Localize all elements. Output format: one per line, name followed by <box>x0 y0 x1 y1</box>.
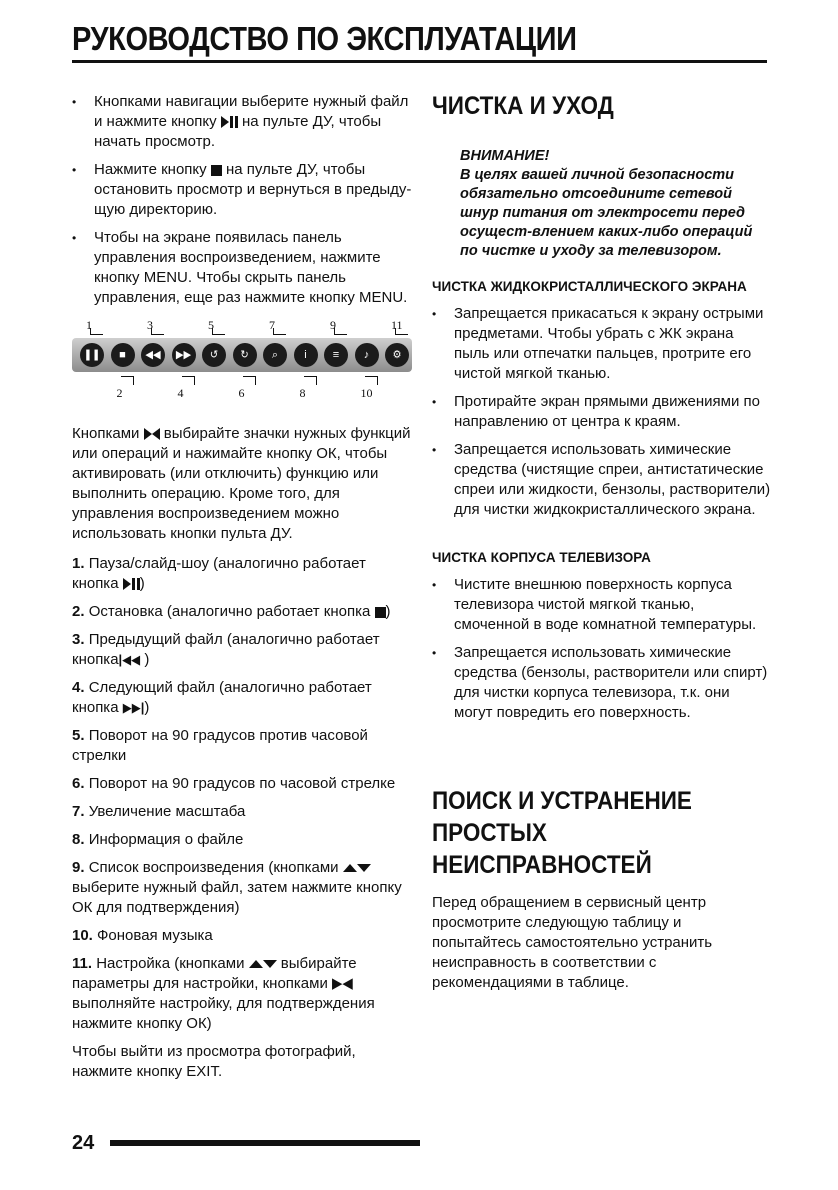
panel-callout-line <box>212 328 225 335</box>
play-pause-icon <box>123 575 140 592</box>
panel-callout-number: 5 <box>208 318 214 332</box>
list-item: • Протирайте экран прямыми движениями по направлению от центра к краям. <box>432 392 772 432</box>
control-panel-diagram <box>72 318 412 408</box>
zoom-icon: ⌕ <box>263 343 287 367</box>
function-list <box>72 554 412 1034</box>
list-item: 8. Информация о файле <box>72 831 244 848</box>
list-item: • Запрещается прикасаться к экрану острыми предметами. Чтобы убрать с ЖК экрана пыль или отпечатки пальцев, протрите его чистой мягкой тканью. <box>432 304 772 384</box>
case-cleaning-heading: ЧИСТКА КОРПУСА ТЕЛЕВИЗОРА <box>432 550 651 565</box>
stop-icon: ■ <box>111 343 135 367</box>
troubleshooting-text: Перед обращением в сервисный центр просмотрите следующую таблицу и попытайтесь самостоятельно устранить неисправность в соответствии с рекомендациями в таблице. <box>432 894 713 991</box>
panel-callout-number: 7 <box>269 318 275 332</box>
list-item: • Кнопками навигации выберите нужный файл и нажмите кнопку на пульте ДУ, чтобы начать просмотр. <box>72 92 412 152</box>
panel-callout-number: 2 <box>116 386 123 400</box>
warning-label: ВНИМАНИЕ! <box>460 148 550 164</box>
panel-callout-line <box>151 328 164 335</box>
care-heading: ЧИСТКА И УХОД <box>432 92 614 120</box>
right-left-arrows-icon <box>144 425 160 442</box>
warning-text: В целях вашей личной безопасности обязательно отсоедините сетевой шнур питания от электросети перед осущест-влением каких-либо операций по чистке и уходу за телевизором. <box>460 167 753 259</box>
previous-icon: ◀◀ <box>141 343 165 367</box>
list-item: 9. Список воспроизведения (кнопками выберите нужный файл, затем нажмите кнопку ОК для подтверждения) <box>72 859 402 916</box>
info-icon: i <box>294 343 318 367</box>
list-item: • Чтобы на экране появилась панель управления воспроизведением, нажмите кнопку MENU. Чтобы скрыть панель управления, еще раз нажмите кнопку MENU. <box>72 228 412 308</box>
troubleshooting-heading: ПОИСК И УСТРАНЕНИЕ ПРОСТЫХ НЕИСПРАВНОСТЕЙ <box>432 787 692 879</box>
panel-callout-line <box>334 328 347 335</box>
lcd-bullets <box>432 304 772 520</box>
panel-callout-line <box>243 376 256 385</box>
panel-callout-line <box>304 376 317 385</box>
list-item: • Нажмите кнопку на пульте ДУ, чтобы остановить просмотр и вернуться в предыду-щую директорию. <box>72 160 412 220</box>
list-item: 4. Следующий файл (аналогично работает кнопка ▶▶|) <box>72 679 372 716</box>
pause-icon: ❚❚ <box>80 343 104 367</box>
next-icon: ▶▶ <box>172 343 196 367</box>
panel-callout-line <box>365 376 378 385</box>
panel-callout-number: 9 <box>330 318 336 332</box>
rotate-left-icon: ↺ <box>202 343 226 367</box>
playlist-icon: ≡ <box>324 343 348 367</box>
panel-callout-line <box>121 376 134 385</box>
panel-callout-line <box>395 328 408 335</box>
page-title: РУКОВОДСТВО ПО ЭКСПЛУАТАЦИИ <box>72 20 577 57</box>
list-item: 2. Остановка (аналогично работает кнопка ) <box>72 603 391 620</box>
next-icon: ▶▶| <box>122 700 145 715</box>
panel-callout-number: 3 <box>147 318 153 332</box>
panel-callout-number: 4 <box>177 386 184 400</box>
list-item: • Запрещается использовать химические средства (чистящие спреи, антистатические спреи или жидкости, бензолы, растворители) для чистки жидкокристаллического экрана. <box>432 440 772 520</box>
settings-icon: ⚙ <box>385 343 409 367</box>
list-item: 3. Предыдущий файл (аналогично работает кнопка|◀◀ ) <box>72 631 380 668</box>
warning-block <box>460 147 772 261</box>
exit-paragraph: Чтобы выйти из просмотра фотографий, нажмите кнопку EXIT. <box>72 1043 356 1080</box>
previous-icon: |◀◀ <box>118 652 141 667</box>
list-item: • Чистите внешнюю поверхность корпуса телевизора чистой мягкой тканью, смоченной в воде комнатной температуры. <box>432 575 772 635</box>
play-pause-icon <box>221 113 238 130</box>
list-item: • Запрещается использовать химические средства (бензолы, растворители или спирт) для чистки корпуса телевизора, т.к. они могут повредить его поверхность. <box>432 643 772 723</box>
panel-callout-number: 10 <box>360 386 373 400</box>
list-item: 10. Фоновая музыка <box>72 927 213 944</box>
list-item: 11. Настройка (кнопками выбирайте параметры для настройки, кнопками ▶◀ выполняйте настройку, для подтверждения нажмите кнопку ОК) <box>72 955 375 1032</box>
page-header <box>72 20 767 63</box>
left-column <box>72 92 412 1082</box>
list-item: 5. Поворот на 90 градусов против часовой стрелки <box>72 727 368 764</box>
list-item: 7. Увеличение масштаба <box>72 803 246 820</box>
intro-paragraph: Кнопками выбирайте значки нужных функций или операций и нажимайте кнопку ОК, чтобы активировать (или отключить) функцию или выполнить операцию. Кроме того, для управления воспроизведением можно использовать кнопки пульта ДУ. <box>72 425 411 542</box>
panel-callout-number: 11 <box>391 318 403 332</box>
panel-callout-line <box>273 328 286 335</box>
up-down-arrows-icon <box>343 859 371 876</box>
page-number: 24 <box>72 1132 95 1154</box>
stop-icon <box>375 607 386 618</box>
list-item: 1. Пауза/слайд-шоу (аналогично работает кнопка ) <box>72 555 366 592</box>
right-column <box>432 92 772 993</box>
up-down-arrows-icon <box>249 955 277 972</box>
panel-callout-number: 6 <box>238 386 245 400</box>
footer-rule <box>110 1140 420 1146</box>
panel-callout-line <box>90 328 103 335</box>
list-item: 6. Поворот на 90 градусов по часовой стрелке <box>72 775 396 792</box>
panel-callout-number: 1 <box>86 318 92 332</box>
stop-icon <box>211 165 222 176</box>
music-icon: ♪ <box>355 343 379 367</box>
panel-callout-number: 8 <box>299 386 306 400</box>
intro-bullets <box>72 92 412 308</box>
rotate-right-icon: ↻ <box>233 343 257 367</box>
panel-callout-line <box>182 376 195 385</box>
case-bullets <box>432 575 772 723</box>
lcd-cleaning-heading: ЧИСТКА ЖИДКОКРИСТАЛЛИЧЕСКОГО ЭКРАНА <box>432 279 747 294</box>
